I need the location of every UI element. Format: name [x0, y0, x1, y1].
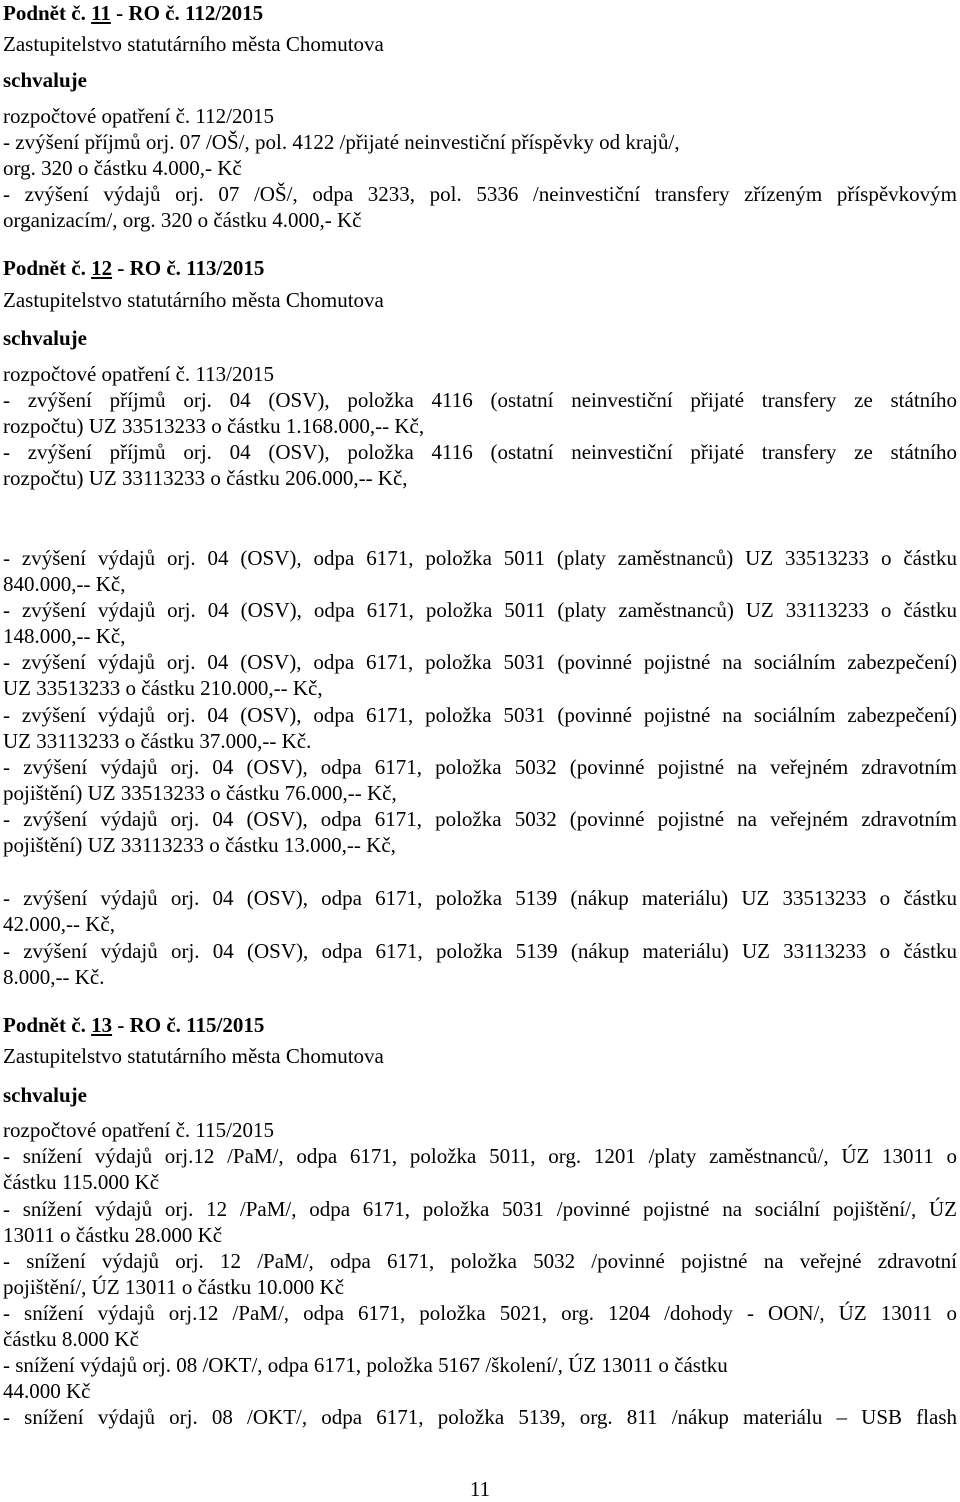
- section-heading: Podnět č. 11 - RO č. 112/2015: [3, 1, 264, 25]
- council-name: Zastupitelstvo statutárního města Chomutova: [3, 288, 384, 312]
- list-item: 148.000,-- Kč,: [3, 624, 126, 648]
- list-item: pojištění) UZ 33513233 o částku 76.000,-- Kč,: [3, 781, 397, 805]
- council-name: Zastupitelstvo statutárního města Chomutova: [3, 32, 384, 56]
- list-item: - zvýšení příjmů orj. 04 (OSV), položka 4116 (ostatní neinvestiční přijaté transfery ze státního: [3, 388, 957, 412]
- resolution-verb: schvaluje: [3, 326, 87, 350]
- list-item: - zvýšení výdajů orj. 04 (OSV), odpa 6171, položka 5011 (platy zaměstnanců) UZ 33513233 o částku: [3, 546, 957, 570]
- list-item: UZ 33513233 o částku 210.000,-- Kč,: [3, 676, 323, 700]
- list-item: - zvýšení výdajů orj. 04 (OSV), odpa 6171, položka 5031 (povinné pojistné na sociálním zabezpečení): [3, 703, 957, 727]
- list-item: - zvýšení výdajů orj. 04 (OSV), odpa 6171, položka 5031 (povinné pojistné na sociálním zabezpečení): [3, 650, 957, 674]
- list-item: org. 320 o částku 4.000,- Kč: [3, 156, 242, 180]
- list-item: - snížení výdajů orj. 08 /OKT/, odpa 6171, položka 5139, org. 811 /nákup materiálu – USB flash: [3, 1405, 957, 1429]
- list-item: - snížení výdajů orj. 12 /PaM/, odpa 6171, položka 5032 /povinné pojistné na veřejné zdravotní: [3, 1249, 957, 1273]
- list-item: - snížení výdajů orj.12 /PaM/, odpa 6171, položka 5011, org. 1201 /platy zaměstnanců/, ÚZ 13011 o: [3, 1144, 957, 1168]
- resolution-verb: schvaluje: [3, 68, 87, 92]
- budget-measure: rozpočtové opatření č. 113/2015: [3, 362, 274, 386]
- list-item: 840.000,-- Kč,: [3, 572, 126, 596]
- list-item: částku 115.000 Kč: [3, 1170, 160, 1194]
- list-item: - zvýšení výdajů orj. 04 (OSV), odpa 6171, položka 5139 (nákup materiálu) UZ 33113233 o částku: [3, 939, 957, 963]
- page-number: 11: [469, 1477, 491, 1501]
- list-item: rozpočtu) UZ 33113233 o částku 206.000,-- Kč,: [3, 466, 408, 490]
- list-item: - zvýšení výdajů orj. 04 (OSV), odpa 6171, položka 5032 (povinné pojistné na veřejném zdravotním: [3, 755, 957, 779]
- list-item: 44.000 Kč: [3, 1379, 91, 1403]
- resolution-verb: schvaluje: [3, 1083, 87, 1107]
- council-name: Zastupitelstvo statutárního města Chomutova: [3, 1044, 384, 1068]
- list-item: - snížení výdajů orj. 08 /OKT/, odpa 6171, položka 5167 /školení/, ÚZ 13011 o částku: [3, 1353, 728, 1377]
- list-item: pojištění) UZ 33113233 o částku 13.000,-- Kč,: [3, 833, 396, 857]
- list-item: pojištění/, ÚZ 13011 o částku 10.000 Kč: [3, 1275, 345, 1299]
- list-item: částku 8.000 Kč: [3, 1327, 139, 1351]
- budget-measure: rozpočtové opatření č. 112/2015: [3, 104, 274, 128]
- list-item: UZ 33113233 o částku 37.000,-- Kč.: [3, 729, 312, 753]
- list-item: - snížení výdajů orj.12 /PaM/, odpa 6171, položka 5021, org. 1204 /dohody - OON/, ÚZ 13011 o: [3, 1301, 957, 1325]
- list-item: - snížení výdajů orj. 12 /PaM/, odpa 6171, položka 5031 /povinné pojistné na sociální pojištění/, ÚZ: [3, 1197, 957, 1221]
- list-item: - zvýšení příjmů orj. 07 /OŠ/, pol. 4122 /přijaté neinvestiční příspěvky od krajů/,: [3, 130, 680, 154]
- budget-measure: rozpočtové opatření č. 115/2015: [3, 1118, 274, 1142]
- list-item: 42.000,-- Kč,: [3, 912, 115, 936]
- list-item: organizacím/, org. 320 o částku 4.000,- Kč: [3, 208, 362, 232]
- list-item: 13011 o částku 28.000 Kč: [3, 1223, 223, 1247]
- list-item: - zvýšení výdajů orj. 04 (OSV), odpa 6171, položka 5032 (povinné pojistné na veřejném zdravotním: [3, 807, 957, 831]
- list-item: - zvýšení příjmů orj. 04 (OSV), položka 4116 (ostatní neinvestiční přijaté transfery ze státního: [3, 440, 957, 464]
- section-heading: Podnět č. 13 - RO č. 115/2015: [3, 1013, 265, 1037]
- list-item: 8.000,-- Kč.: [3, 965, 105, 989]
- list-item: rozpočtu) UZ 33513233 o částku 1.168.000,-- Kč,: [3, 414, 425, 438]
- list-item: - zvýšení výdajů orj. 04 (OSV), odpa 6171, položka 5139 (nákup materiálu) UZ 33513233 o částku: [3, 886, 957, 910]
- list-item: - zvýšení výdajů orj. 07 /OŠ/, odpa 3233, pol. 5336 /neinvestiční transfery zřízeným příspěvkovým: [3, 182, 957, 206]
- section-heading: Podnět č. 12 - RO č. 113/2015: [3, 256, 265, 280]
- list-item: - zvýšení výdajů orj. 04 (OSV), odpa 6171, položka 5011 (platy zaměstnanců) UZ 33113233 o částku: [3, 598, 957, 622]
